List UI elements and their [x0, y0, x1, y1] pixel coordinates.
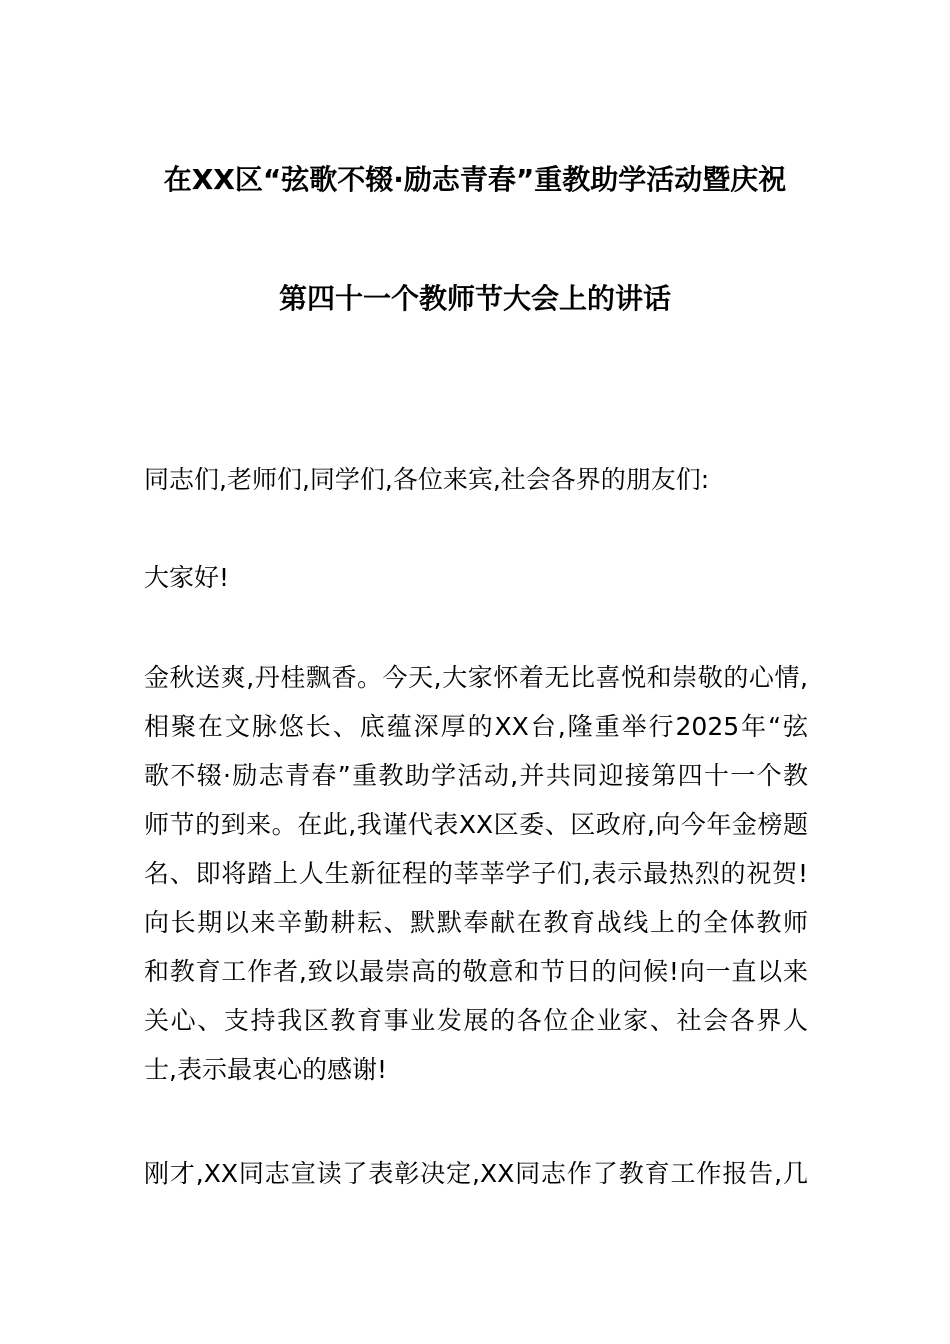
paragraph-line: 相聚在文脉悠长、底蕴深厚的XX台,隆重举行2025年“弦	[144, 712, 808, 741]
paragraph-line: 向长期以来辛勤耕耘、默默奉献在教育战线上的全体教师	[144, 908, 808, 937]
paragraph-line: 师节的到来。在此,我谨代表XX区委、区政府,向今年金榜题	[144, 810, 808, 839]
salutation-text: 同志们,老师们,同学们,各位来宾,社会各界的朋友们:	[144, 465, 710, 494]
paragraph-line: 歌不辍·励志青春”重教助学活动,并共同迎接第四十一个教	[144, 761, 808, 790]
paragraph-line: 名、即将踏上人生新征程的莘莘学子们,表示最热烈的祝贺!	[144, 859, 808, 888]
greeting-text: 大家好!	[144, 563, 230, 592]
paragraph-line: 刚才,XX同志宣读了表彰决定,XX同志作了教育工作报告,几	[144, 1159, 808, 1188]
salutation	[144, 455, 808, 504]
paragraph-1	[144, 653, 808, 1094]
paragraph-line: 关心、支持我区教育事业发展的各位企业家、社会各界人	[144, 1006, 808, 1035]
paragraph-line: 金秋送爽,丹桂飘香。今天,大家怀着无比喜悦和崇敬的心情,	[144, 663, 808, 692]
paragraph-line: 士,表示最衷心的感谢!	[144, 1055, 387, 1084]
paragraph-2	[144, 1149, 808, 1198]
document-title-line-1: 在XX区“弦歌不辍·励志青春”重教助学活动暨庆祝	[163, 163, 787, 196]
document-title-line-2: 第四十一个教师节大会上的讲话	[278, 282, 671, 315]
greeting	[144, 553, 808, 602]
paragraph-line: 和教育工作者,致以最崇高的敬意和节日的问候!向一直以来	[144, 957, 808, 986]
